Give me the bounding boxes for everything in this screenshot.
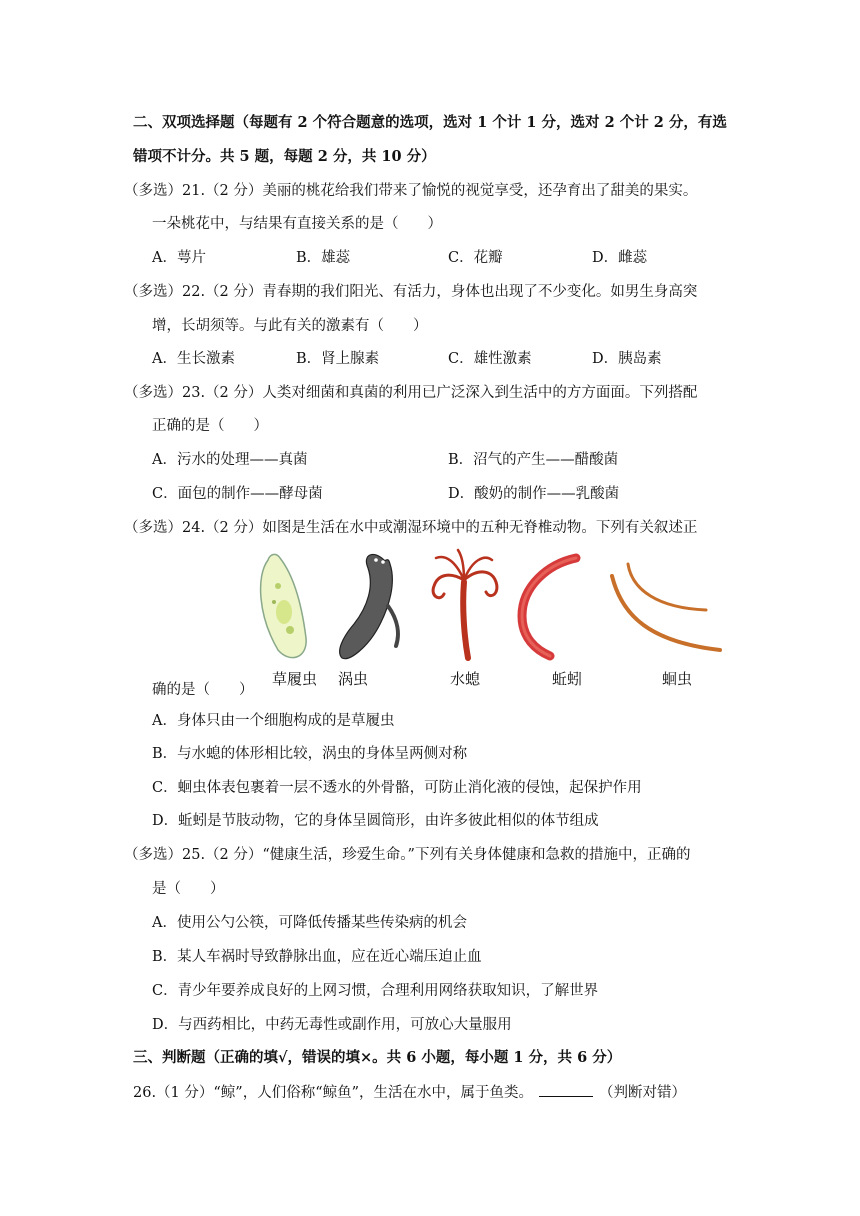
figure-label-earthworm: 蚯蚓 <box>552 670 583 688</box>
q22-option-c: C．雄性激素 <box>448 351 532 367</box>
q24-line1: （多选）24.（2 分）如图是生活在水中或潮湿环境中的五种无脊椎动物。下列有关叙述正 <box>124 520 698 536</box>
q21-option-c: C．花瓣 <box>448 250 503 266</box>
section2-heading-line1: 二、双项选择题（每题有 2 个符合题意的选项，选对 1 个计 1 分，选对 2 个计 2 分，有选 <box>133 114 727 131</box>
figure-label-roundworm: 蛔虫 <box>662 670 693 688</box>
figure-label-paramecium: 草履虫 <box>272 670 318 688</box>
q26-text: 26.（1 分）“鲸”，人们俗称“鲸鱼”，生活在水中，属于鱼类。 <box>133 1085 534 1101</box>
q22-option-a: A．生长激素 <box>152 351 235 367</box>
q22-option-d: D．胰岛素 <box>592 351 662 367</box>
earthworm-drawing <box>522 558 576 656</box>
q23-option-c: C．面包的制作——酵母菌 <box>152 486 323 502</box>
roundworm-drawing <box>612 564 720 650</box>
figure-label-hydra: 水螅 <box>450 670 481 688</box>
q23-option-d: D．酸奶的制作——乳酸菌 <box>448 486 620 502</box>
q21-option-a: A．萼片 <box>152 250 206 266</box>
invertebrates-illustration <box>250 546 730 666</box>
q24-line2: 确的是（ ） <box>152 682 254 698</box>
q26-answer-blank[interactable] <box>539 1082 593 1097</box>
q23-option-a: A．污水的处理——真菌 <box>152 452 308 468</box>
q25-line2: 是（ ） <box>152 881 225 897</box>
q21-option-d: D．雌蕊 <box>592 250 648 266</box>
section3-heading: 三、判断题（正确的填√，错误的填×。共 6 小题，每小题 1 分，共 6 分） <box>133 1049 622 1066</box>
q25-option-d: D．与西药相比，中药无毒性或副作用，可放心大量服用 <box>152 1017 512 1033</box>
q24-option-d: D．蚯蚓是节肢动物，它的身体呈圆筒形，由许多彼此相似的体节组成 <box>152 813 599 829</box>
invertebrates-figure <box>250 546 730 692</box>
q22-line2: 增，长胡须等。与此有关的激素有（ ） <box>152 318 428 334</box>
q22-line1: （多选）22.（2 分）青春期的我们阳光、有活力，身体也出现了不少变化。如男生身高突 <box>124 284 698 300</box>
q23-line1: （多选）23.（2 分）人类对细菌和真菌的利用已广泛深入到生活中的方方面面。下列搭配 <box>124 385 698 401</box>
paramecium-drawing <box>261 554 307 657</box>
q23-line2: 正确的是（ ） <box>152 418 268 434</box>
q25-option-a: A．使用公勺公筷，可降低传播某些传染病的机会 <box>152 915 467 931</box>
q26-suffix: （判断对错） <box>599 1085 687 1101</box>
q24-option-b: B．与水螅的体形相比较，涡虫的身体呈两侧对称 <box>152 746 468 762</box>
hydra-drawing <box>433 550 497 658</box>
planarian-drawing <box>340 554 398 658</box>
section2-heading-line2: 错项不计分。共 5 题，每题 2 分，共 10 分） <box>133 148 436 165</box>
q21-option-b: B．雄蕊 <box>296 250 351 266</box>
q21-line1: （多选）21.（2 分）美丽的桃花给我们带来了愉悦的视觉享受，还孕育出了甜美的果实。 <box>124 183 698 199</box>
q24-option-c: C．蛔虫体表包裹着一层不透水的外骨骼，可防止消化液的侵蚀，起保护作用 <box>152 780 642 796</box>
q25-option-c: C．青少年要养成良好的上网习惯，合理利用网络获取知识，了解世界 <box>152 983 599 999</box>
q25-line1: （多选）25.（2 分）“健康生活，珍爱生命。”下列有关身体健康和急救的措施中，正确的 <box>124 847 691 863</box>
q24-option-a: A．身体只由一个细胞构成的是草履虫 <box>152 713 395 729</box>
q26-line <box>133 1082 686 1103</box>
q23-option-b: B．沼气的产生——醋酸菌 <box>448 452 619 468</box>
q22-option-b: B．肾上腺素 <box>296 351 380 367</box>
q25-option-b: B．某人车祸时导致静脉出血，应在近心端压迫止血 <box>152 949 482 965</box>
figure-label-planarian: 涡虫 <box>338 670 369 688</box>
q21-line2: 一朵桃花中，与结果有直接关系的是（ ） <box>152 216 442 232</box>
